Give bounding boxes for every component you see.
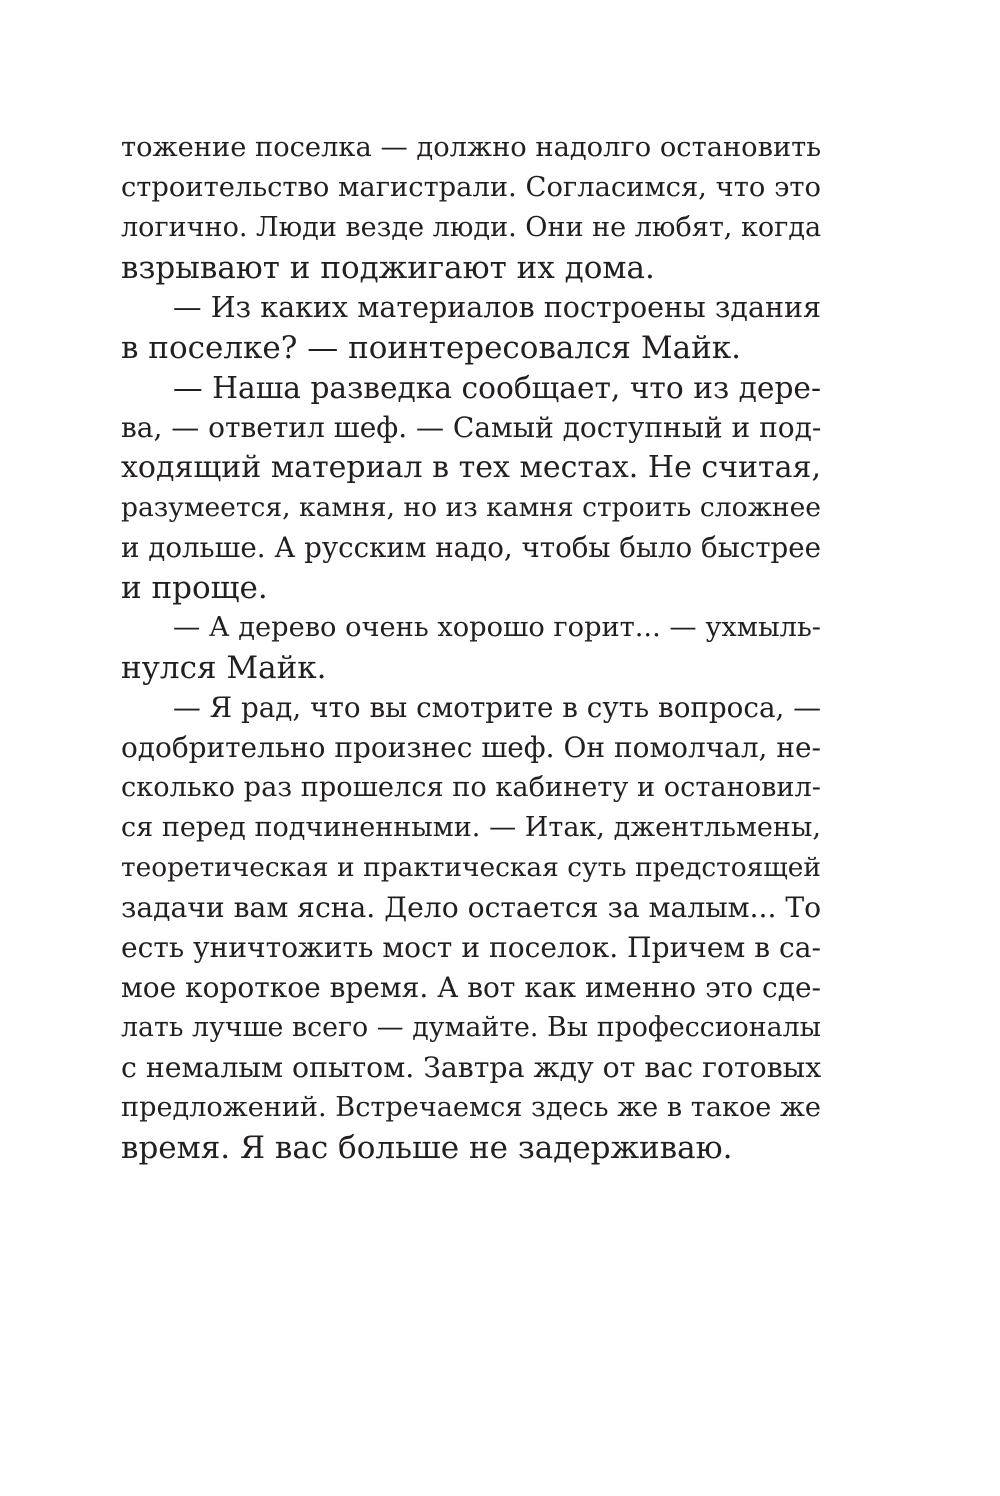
text-line: тожение поселка — должно надолго остановить — [121, 132, 822, 163]
text-line: нулся Майк. — [121, 650, 327, 686]
text-line: — Наша разведка сообщает, что из дере- — [173, 370, 821, 405]
text-line: предложений. Встречаемся здесь же в такое же — [121, 1092, 821, 1123]
text-line: — Я рад, что вы смотрите в суть вопроса, — — [173, 691, 821, 724]
text-line: и проще. — [121, 570, 268, 606]
text-line: есть уничтожить мост и поселок. Причем в са- — [121, 931, 821, 964]
text-line: теоретическая и практическая суть предстоящей — [121, 852, 821, 883]
text-line: ва, — ответил шеф. — Самый доступный и под- — [121, 411, 822, 444]
text-line: лать лучше всего — думайте. Вы профессионалы — [121, 1012, 821, 1043]
text-line: с немалым опытом. Завтра жду от вас готовых — [121, 1051, 822, 1084]
text-line: и дольше. А русским надо, чтобы было быстрее — [121, 531, 821, 564]
text-line: строительство магистрали. Согласимся, что это — [121, 172, 821, 203]
text-line: — А дерево очень хорошо горит... — ухмыль- — [173, 612, 821, 643]
text-line: в поселке? — поинтересовался Майк. — [121, 330, 741, 366]
text-line: ходящий материал в тех местах. Не считая, — [121, 450, 821, 485]
text-line: логично. Люди везде люди. Они не любят, когда — [121, 212, 822, 243]
text-line: одобрительно произнес шеф. Он помолчал, не- — [121, 731, 821, 764]
text-line: ся перед подчиненными. — Итак, джентльмены, — [121, 812, 821, 843]
text-line: мое короткое время. А вот как именно это сде- — [121, 971, 821, 1004]
text-line: разумеется, камня, но из камня строить сложнее — [121, 492, 821, 523]
text-line: — Из каких материалов построены здания — [173, 291, 821, 324]
text-line: сколько раз прошелся по кабинету и остановил- — [121, 772, 821, 803]
text-line: взрывают и поджигают их дома. — [121, 250, 655, 286]
text-line: время. Я вас больше не задерживаю. — [121, 1130, 733, 1166]
text-line: задачи вам ясна. Дело остается за малым... То — [121, 891, 822, 924]
body-text — [121, 128, 821, 1168]
